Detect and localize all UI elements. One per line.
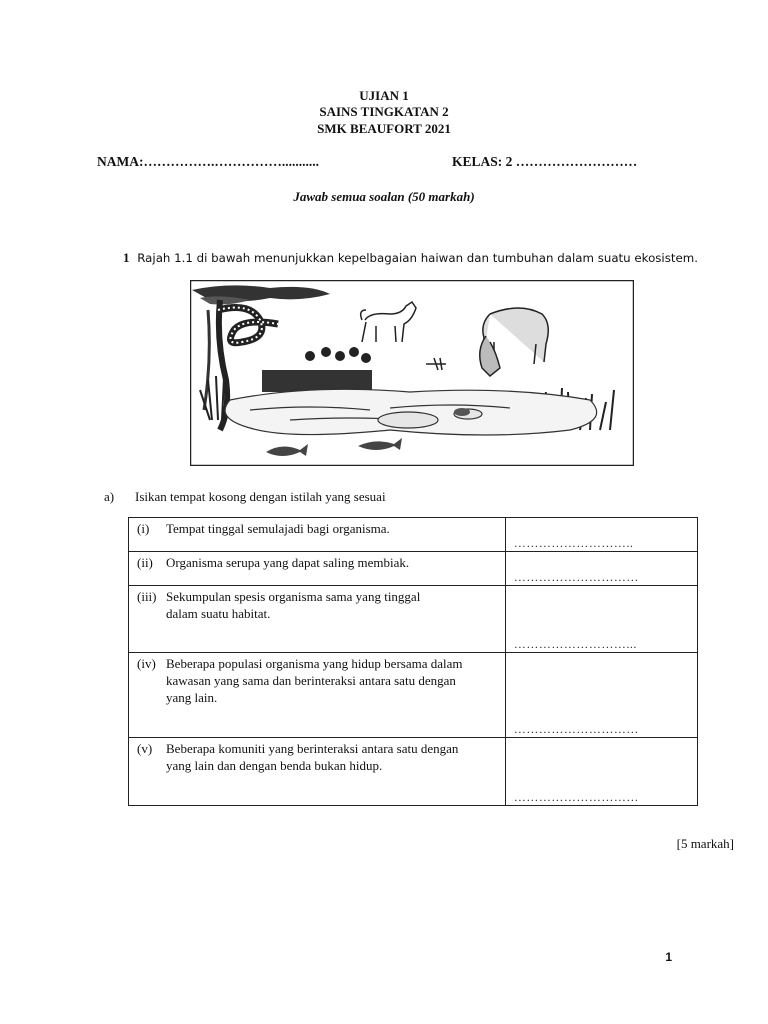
row-number: (i) (137, 521, 150, 536)
answer-blank[interactable] (505, 738, 697, 806)
part-a-text: Isikan tempat kosong dengan istilah yang sesuai (135, 489, 386, 504)
marks-label: [5 markah] (676, 836, 734, 851)
row-number: (ii) (137, 555, 153, 570)
answer-blank[interactable] (505, 518, 697, 552)
answer-dots: ………………………… (513, 570, 639, 584)
table-row (129, 653, 506, 738)
part-a-heading (104, 489, 386, 505)
table-row (129, 518, 506, 552)
question-text: Rajah 1.1 di bawah menunjukkan kepelbagaian haiwan dan tumbuhan dalam suatu ekosistem. (137, 251, 698, 265)
answer-dots: ………………………... (513, 637, 637, 651)
table-row (129, 552, 506, 586)
answer-dots: ………………………… (513, 722, 639, 736)
row-question: Sekumpulan spesis organisma sama yang tinggal dalam suatu habitat. (166, 589, 421, 621)
exam-instruction: Jawab semua soalan (50 markah) (293, 189, 475, 204)
frog-illustration (454, 408, 470, 416)
row-number: (iv) (137, 656, 156, 671)
ecosystem-figure (190, 280, 634, 466)
table-row (129, 738, 506, 806)
answer-blank[interactable] (505, 586, 697, 653)
exam-title: UJIAN 1 (359, 88, 409, 103)
pond-illustration (225, 389, 597, 435)
part-a-label: a) (104, 489, 115, 504)
question-1 (123, 250, 698, 266)
answer-dots: ………………………… (513, 790, 639, 804)
answer-blank[interactable] (505, 653, 697, 738)
row-question: Beberapa populasi organisma yang hidup bersama dalam kawasan yang sama dan berinteraksi antara satu dengan yang lain. (166, 656, 463, 705)
row-number: (v) (137, 741, 153, 756)
answer-dots: ……………………….. (513, 536, 634, 550)
student-class-field: KELAS: 2 ……………………… (452, 154, 638, 169)
student-name-field: NAMA:…………….……………........... (97, 154, 319, 169)
row-question: Tempat tinggal semulajadi bagi organisma. (166, 521, 390, 536)
question-number: 1 (123, 250, 130, 265)
exam-subject: SAINS TINGKATAN 2 (319, 104, 449, 119)
table-row (129, 586, 506, 653)
answer-table (128, 517, 698, 806)
row-question: Beberapa komuniti yang berinteraksi antara satu dengan yang lain dan dengan benda bukan hidup. (166, 741, 459, 773)
row-question: Organisma serupa yang dapat saling membiak. (166, 555, 410, 570)
answer-blank[interactable] (505, 552, 697, 586)
row-number: (iii) (137, 589, 157, 604)
page-number: 1 (665, 950, 672, 964)
exam-school: SMK BEAUFORT 2021 (317, 121, 451, 136)
